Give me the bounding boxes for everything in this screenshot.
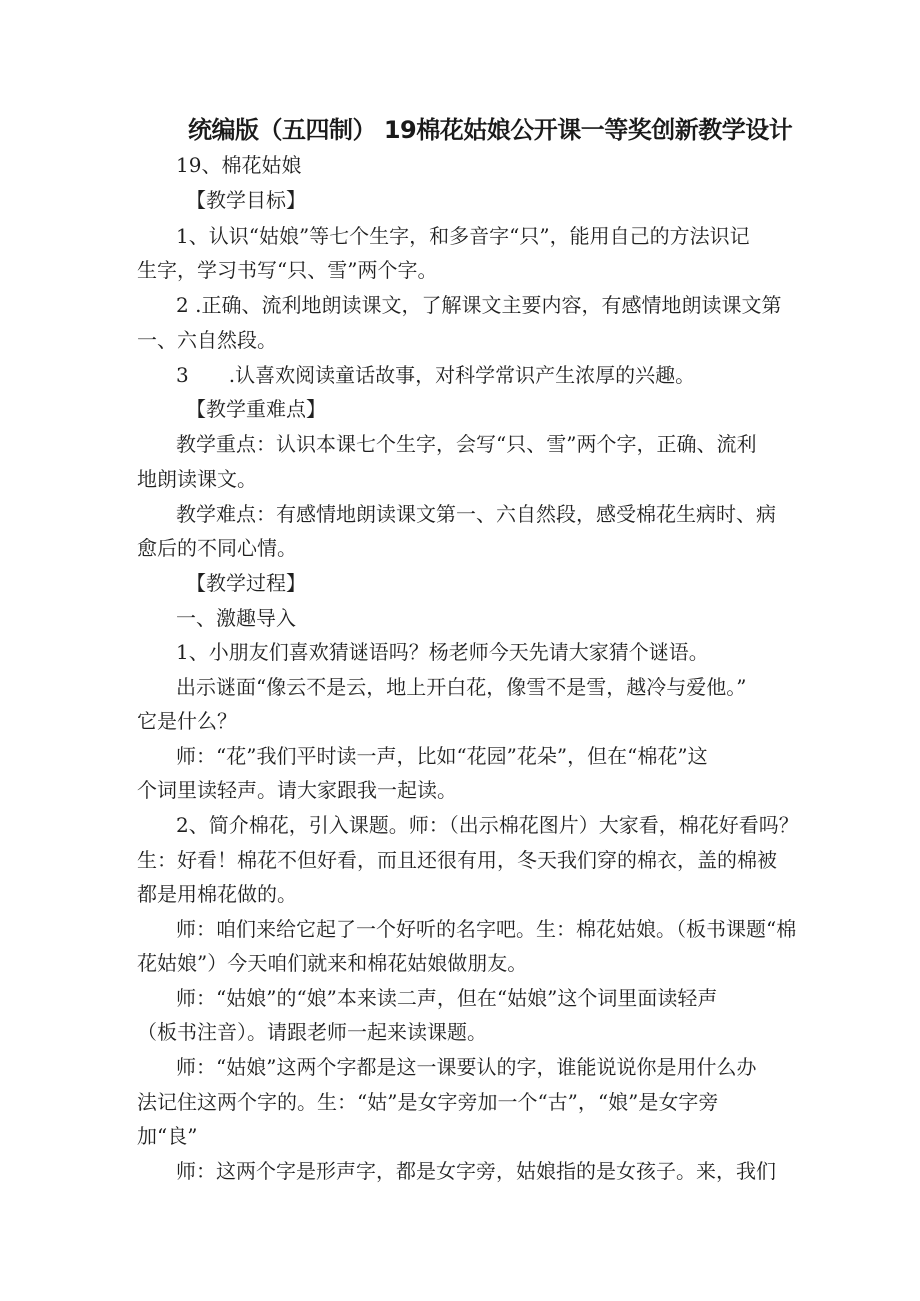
objective-1-line-2: 生字，学习书写“只、雪”两个字。 (137, 258, 438, 282)
objective-2-line-2: 一、六自然段。 (137, 328, 277, 352)
difficulty-line-1: 教学难点：有感情地朗读课文第一、六自然段，感受棉花生病时、病 (176, 502, 776, 526)
objective-2-line-1: 2 .正确、流利地朗读课文，了解课文主要内容，有感情地朗读课文第 (176, 293, 782, 317)
key-point-line-1: 教学重点：认识本课七个生字，会写“只、雪”两个字，正确、流利 (176, 432, 757, 456)
heading-key-points: 【教学重难点】 (186, 397, 326, 421)
paragraph-name-line-2: 花姑娘”）今天咱们就来和棉花姑娘做朋友。 (137, 951, 528, 975)
heading-process: 【教学过程】 (186, 571, 306, 595)
paragraph-memory-line-3: 加“良” (137, 1124, 198, 1148)
paragraph-riddle-line-1: 出示谜面“像云不是云，地上开白花，像雪不是雪，越冷与爱他。” (176, 675, 747, 699)
paragraph-riddle-line-2: 它是什么？ (137, 709, 237, 733)
key-point-line-2: 地朗读课文。 (137, 467, 257, 491)
paragraph-memory-line-1: 师：“姑娘”这两个字都是这一课要认的字，谁能说说你是用什么办 (176, 1055, 757, 1079)
paragraph-niang-line-1: 师：“姑娘”的“娘”本来读二声，但在“姑娘”这个词里面读轻声 (176, 986, 718, 1010)
paragraph-cotton-line-1: 2、简介棉花，引入课题。师：（出示棉花图片）大家看，棉花好看吗？ (176, 813, 799, 837)
section-number-title: 19、棉花姑娘 (176, 153, 302, 177)
paragraph-name-line-1: 师：咱们来给它起了一个好听的名字吧。生：棉花姑娘。（板书课题“棉 (176, 917, 797, 941)
difficulty-line-2: 愈后的不同心情。 (137, 536, 297, 560)
paragraph-radical-line-1: 师：这两个字是形声字，都是女字旁，姑娘指的是女孩子。来，我们 (176, 1159, 776, 1183)
paragraph-hua-line-2: 个词里读轻声。请大家跟我一起读。 (137, 778, 457, 802)
paragraph-cotton-line-3: 都是用棉花做的。 (137, 882, 297, 906)
heading-objectives: 【教学目标】 (186, 188, 306, 212)
objective-3: 3 .认喜欢阅读童话故事，对科学常识产生浓厚的兴趣。 (176, 363, 696, 387)
paragraph-memory-line-2: 法记住这两个字的。生：“姑”是女字旁加一个“古”，“娘”是女字旁 (137, 1090, 719, 1114)
document-title: 统编版（五四制） 19棉花姑娘公开课一等奖创新教学设计 (188, 116, 793, 144)
paragraph-niang-line-2: （板书注音）。请跟老师一起来读课题。 (137, 1020, 487, 1044)
paragraph-cotton-line-2: 生：好看！棉花不但好看，而且还很有用，冬天我们穿的棉衣，盖的棉被 (137, 848, 777, 872)
objective-1-line-1: 1、认识“姑娘”等七个生字，和多音字“只”，能用自己的方法识记 (176, 224, 750, 248)
paragraph-hua-line-1: 师：“花”我们平时读一声，比如“花园”花朵”，但在“棉花”这 (176, 744, 708, 768)
paragraph-riddle-intro: 1、小朋友们喜欢猜谜语吗？杨老师今天先请大家猜个谜语。 (176, 640, 709, 664)
step-heading-intro: 一、激趣导入 (176, 606, 296, 630)
